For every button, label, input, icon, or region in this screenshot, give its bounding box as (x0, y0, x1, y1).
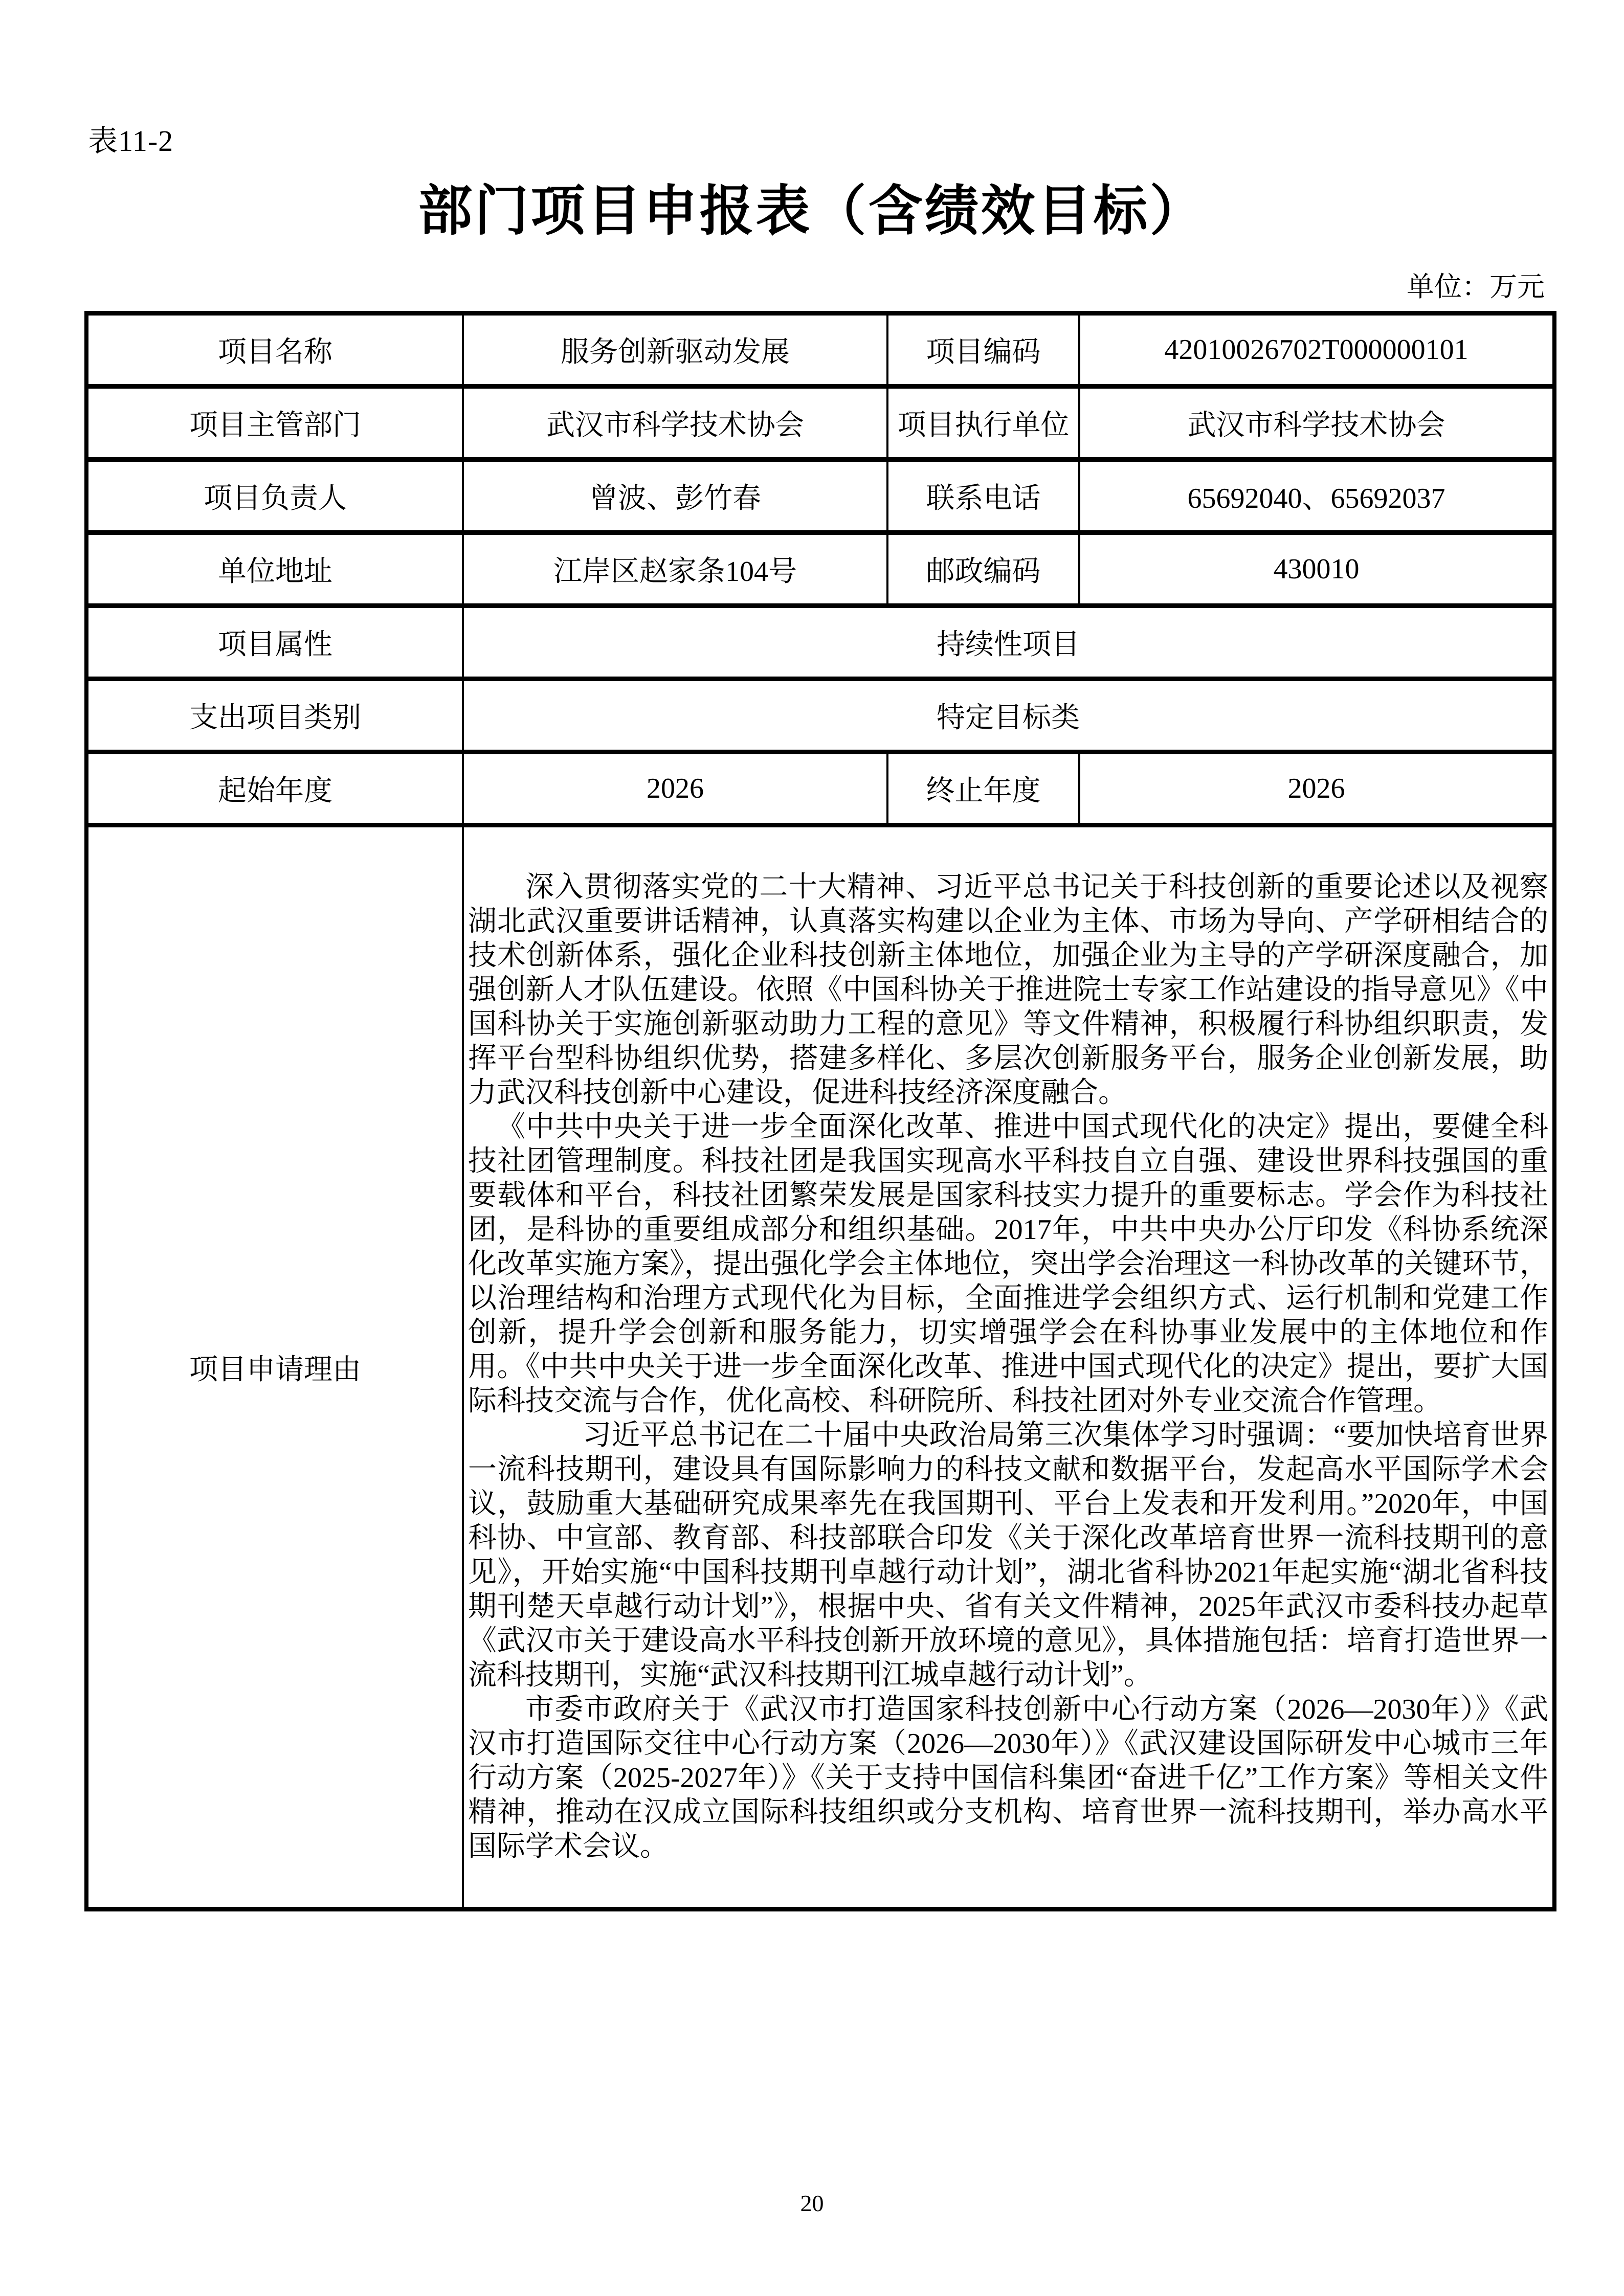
field-value-application-reason (463, 825, 1554, 1909)
unit-note: 单位：万元 (1407, 272, 1545, 302)
table-row (86, 752, 1554, 825)
field-value-executing-unit: 武汉市科学技术协会 (1079, 387, 1554, 460)
field-label-project-name: 项目名称 (86, 313, 463, 387)
table-number-label: 表11-2 (88, 124, 174, 157)
table-row (86, 313, 1554, 387)
reason-paragraph: 习近平总书记在二十届中央政治局第三次集体学习时强调：“要加快培育世界一流科技期刊，建设具有国际影响力的科技文献和数据平台，发起高水平国际学术会议，鼓励重大基础研究成果率先在我国期刊、平台上发表和开发利用。”2020年，中国科协、中宣部、教育部、科技部联合印发《关于深化改革培育世界一流科技期刊的意见》，开始实施“中国科技期刊卓越行动计划”，湖北省科协2021年起实施“湖北省科技期刊楚天卓越行动计划”》，根据中央、省有关文件精神，2025年武汉市委科技办起草《武汉市关于建设高水平科技创新开放环境的意见》，具体措施包括：培育打造世界一流科技期刊，实施“武汉科技期刊江城卓越行动计划”。 (468, 1420, 1548, 1691)
field-label-application-reason: 项目申请理由 (86, 825, 463, 1909)
field-value-contact-phone: 65692040、65692037 (1079, 460, 1554, 533)
field-label-unit-address: 单位地址 (86, 533, 463, 606)
reason-paragraph: 深入贯彻落实党的二十大精神、习近平总书记关于科技创新的重要论述以及视察湖北武汉重要讲话精神，认真落实构建以企业为主体、市场为导向、产学研相结合的技术创新体系，强化企业科技创新主体地位，加强企业为主导的产学研深度融合，加强创新人才队伍建设。依照《中国科协关于推进院士专家工作站建设的指导意见》《中国科协关于实施创新驱动助力工程的意见》等文件精神，积极履行科协组织职责，发挥平台型科协组织优势，搭建多样化、多层次创新服务平台，服务企业创新发展，助力武汉科技创新中心建设，促进科技经济深度融合。 (468, 871, 1548, 1109)
field-value-end-year: 2026 (1079, 752, 1554, 825)
table-row (86, 533, 1554, 606)
field-label-expenditure-category: 支出项目类别 (86, 679, 463, 752)
table-row (86, 606, 1554, 679)
field-value-project-leader: 曾波、彭竹春 (463, 460, 887, 533)
field-label-postal-code: 邮政编码 (887, 533, 1079, 606)
table-row-application-reason (86, 825, 1554, 1909)
field-label-start-year: 起始年度 (86, 752, 463, 825)
field-label-project-attribute: 项目属性 (86, 606, 463, 679)
table-row (86, 460, 1554, 533)
field-value-project-name: 服务创新驱动发展 (463, 313, 887, 387)
field-value-postal-code: 430010 (1079, 533, 1554, 606)
field-value-expenditure-category: 特定目标类 (463, 679, 1554, 752)
page-number: 20 (800, 2190, 824, 2216)
field-label-executing-unit: 项目执行单位 (887, 387, 1079, 460)
application-form-table (84, 311, 1556, 1911)
field-label-project-leader: 项目负责人 (86, 460, 463, 533)
table-row (86, 679, 1554, 752)
field-label-supervising-department: 项目主管部门 (86, 387, 463, 460)
reason-paragraph: 《中共中央关于进一步全面深化改革、推进中国式现代化的决定》提出，要健全科技社团管理制度。科技社团是我国实现高水平科技自立自强、建设世界科技强国的重要载体和平台，科技社团繁荣发展是国家科技实力提升的重要标志。学会作为科技社团，是科协的重要组成部分和组织基础。2017年，中共中央办公厅印发《科协系统深化改革实施方案》，提出强化学会主体地位，突出学会治理这一科协改革的关键环节，以治理结构和治理方式现代化为目标，全面推进学会组织方式、运行机制和党建工作创新，提升学会创新和服务能力，切实增强学会在科协事业发展中的主体地位和作用。《中共中央关于进一步全面深化改革、推进中国式现代化的决定》提出，要扩大国际科技交流与合作，优化高校、科研院所、科技社团对外专业交流合作管理。 (468, 1111, 1548, 1417)
reason-paragraph: 市委市政府关于《武汉市打造国家科技创新中心行动方案（2026—2030年）》《武汉市打造国际交往中心行动方案（2026—2030年）》《武汉建设国际研发中心城市三年行动方案（2025-2027年）》《关于支持中国信科集团“奋进千亿”工作方案》等相关文件精神，推动在汉成立国际科技组织或分支机构、培育世界一流科技期刊，举办高水平国际学术会议。 (468, 1694, 1548, 1862)
page-title: 部门项目申报表（含绩效目标） (418, 181, 1206, 241)
table-row (86, 387, 1554, 460)
field-value-project-code: 42010026702T000000101 (1079, 313, 1554, 387)
field-label-project-code: 项目编码 (887, 313, 1079, 387)
field-value-start-year: 2026 (463, 752, 887, 825)
field-label-end-year: 终止年度 (887, 752, 1079, 825)
field-label-contact-phone: 联系电话 (887, 460, 1079, 533)
field-value-unit-address: 江岸区赵家条104号 (463, 533, 887, 606)
field-value-supervising-department: 武汉市科学技术协会 (463, 387, 887, 460)
field-value-project-attribute: 持续性项目 (463, 606, 1554, 679)
